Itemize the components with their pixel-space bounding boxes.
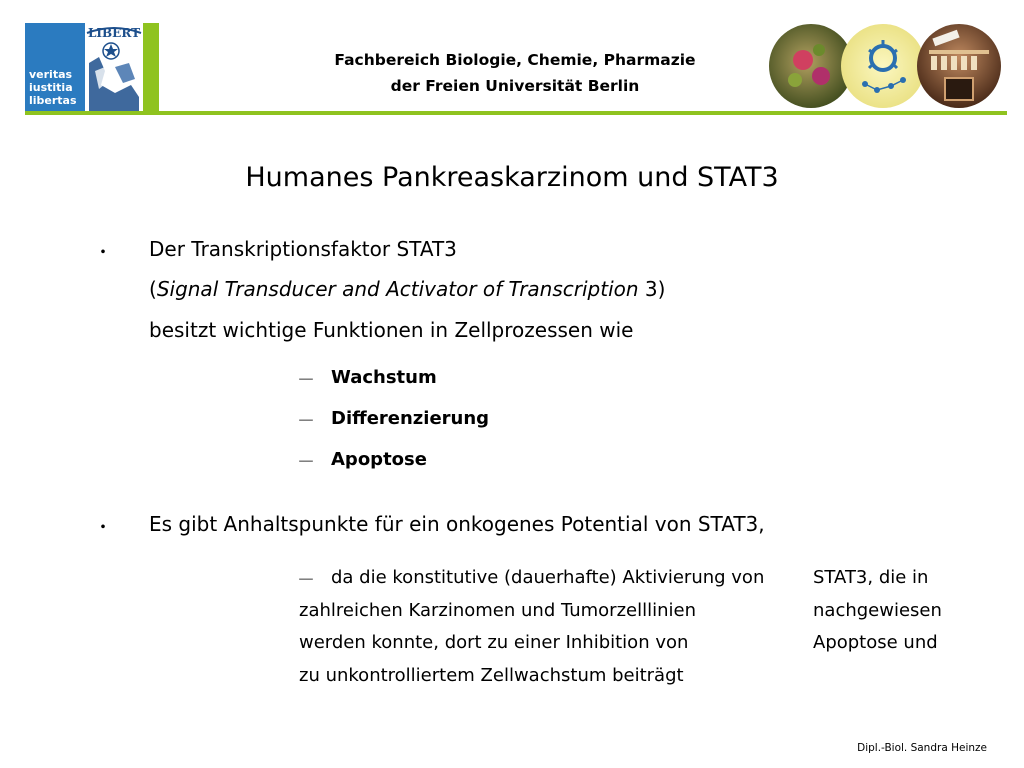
detail-left-line2: zahlreichen Karzinomen und Tumorzelllinien bbox=[299, 600, 697, 621]
point1-line2 bbox=[149, 277, 665, 301]
detail-right-line1: STAT3, die in bbox=[813, 567, 929, 588]
seal-icon bbox=[85, 23, 143, 113]
function-apoptose: Apoptose bbox=[331, 449, 427, 470]
point1-paren-open: ( bbox=[149, 277, 157, 301]
photo-plants-icon bbox=[769, 24, 853, 108]
photo-pharmacy-icon bbox=[917, 24, 1001, 108]
detail-right-line2: nachgewiesen bbox=[813, 600, 942, 621]
fu-berlin-logo bbox=[25, 23, 159, 113]
detail-left-line1: da die konstitutive (dauerhafte) Aktivierung von bbox=[331, 567, 765, 588]
dash-item-3: － bbox=[297, 452, 315, 473]
point1-paren-close: 3) bbox=[638, 277, 666, 301]
slide-title: Humanes Pankreaskarzinom und STAT3 bbox=[245, 162, 779, 193]
detail-right-line3: Apoptose und bbox=[813, 632, 938, 653]
point2-line1: Es gibt Anhaltspunkte für ein onkogenes Potential von STAT3, bbox=[149, 512, 765, 536]
department-title-line2: der Freien Universität Berlin bbox=[390, 77, 640, 95]
department-title-line1: Fachbereich Biologie, Chemie, Pharmazie bbox=[334, 51, 696, 69]
function-differenzierung: Differenzierung bbox=[331, 408, 490, 429]
motto-word-libertas: libertas bbox=[29, 94, 77, 107]
motto-word-veritas: veritas bbox=[29, 68, 73, 81]
point1-stat3-expansion: Signal Transducer and Activator of Transcription bbox=[156, 277, 639, 301]
function-wachstum: Wachstum bbox=[331, 367, 437, 388]
seal-lettering: LIBERT bbox=[87, 26, 141, 40]
header-divider bbox=[25, 111, 1007, 115]
detail-left-line3: werden konnte, dort zu einer Inhibition von bbox=[299, 632, 689, 653]
logo-seal bbox=[85, 23, 143, 113]
bullet-point-2: ・ bbox=[93, 515, 113, 539]
logo-motto bbox=[29, 68, 77, 107]
point1-line3: besitzt wichtige Funktionen in Zellprozessen wie bbox=[149, 318, 634, 342]
author-footer: Dipl.-Biol. Sandra Heinze bbox=[857, 742, 987, 754]
department-title bbox=[290, 47, 740, 99]
point1-line1: Der Transkriptionsfaktor STAT3 bbox=[149, 237, 457, 261]
logo-green-bar bbox=[143, 23, 159, 113]
header-photo-collage bbox=[765, 20, 1005, 112]
dash-item-1: － bbox=[297, 370, 315, 391]
bullet-point-1: ・ bbox=[93, 240, 113, 264]
dash-item-2: － bbox=[297, 411, 315, 432]
dash-detail: － bbox=[297, 570, 315, 591]
detail-left-line4: zu unkontrolliertem Zellwachstum beiträgt bbox=[299, 665, 684, 686]
logo-blue-panel bbox=[25, 23, 85, 113]
motto-word-iustitia: iustitia bbox=[29, 81, 73, 94]
photo-molecule-icon bbox=[841, 24, 925, 108]
